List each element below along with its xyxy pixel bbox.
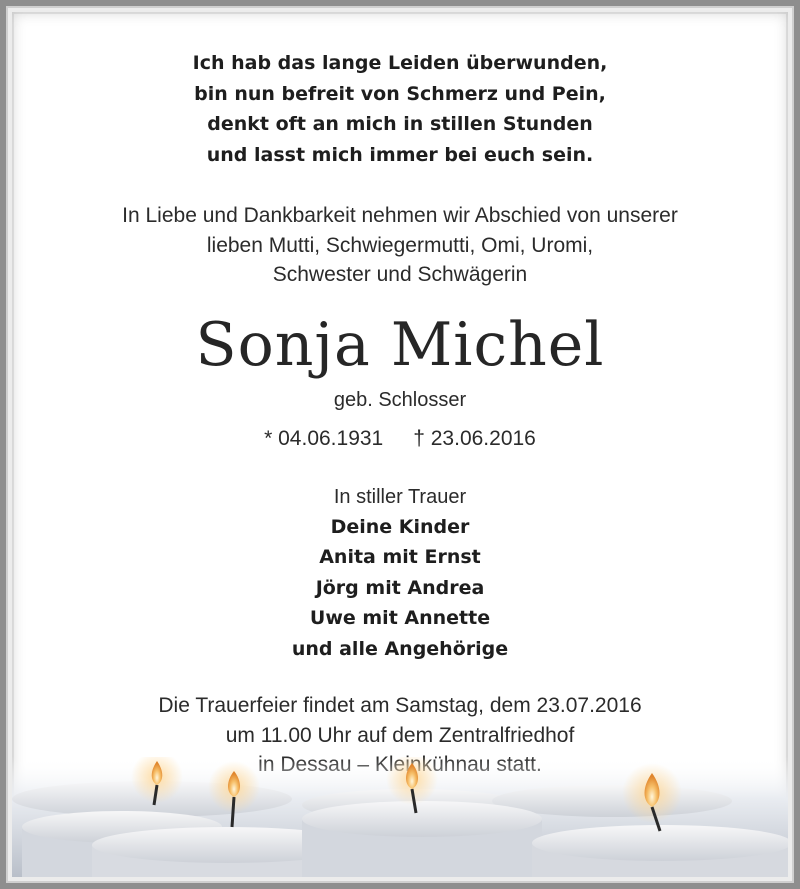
mourner-name: Uwe mit Annette: [309, 607, 491, 629]
deceased-name: Sonja Michel: [195, 309, 605, 380]
intro-line: In Liebe und Dankbarkeit nehmen wir Abschied von unserer: [122, 204, 678, 227]
service-line: um 11.00 Uhr auf dem Zentralfriedhof: [225, 723, 575, 747]
tealight-candles-icon: [12, 757, 788, 877]
candles-image: [12, 757, 788, 877]
farewell-intro: [6, 201, 794, 290]
mourner-name: Anita mit Ernst: [319, 546, 481, 568]
death-date: † 23.06.2016: [413, 426, 536, 450]
poem-line: Ich hab das lange Leiden überwunden,: [192, 52, 608, 74]
birth-name: geb. Schlosser: [333, 388, 467, 411]
mourner-name: Deine Kinder: [330, 515, 470, 538]
intro-line: lieben Mutti, Schwiegermutti, Omi, Uromi,: [206, 233, 594, 257]
mourners-list: [6, 512, 794, 665]
poem-line: und lasst mich immer bei euch sein.: [206, 143, 594, 166]
life-dates: [6, 425, 794, 453]
mourner-name: und alle Angehörige: [291, 637, 509, 660]
poem-line: bin nun befreit von Schmerz und Pein,: [194, 82, 606, 105]
memorial-poem: [6, 48, 794, 170]
obituary-content: [6, 48, 794, 780]
mourning-label: In stiller Trauer: [333, 485, 467, 508]
birth-date: * 04.06.1931: [264, 426, 384, 450]
mourner-name: Jörg mit Andrea: [315, 576, 485, 599]
intro-line: Schwester und Schwägerin: [272, 263, 528, 286]
service-line: Die Trauerfeier findet am Samstag, dem 23.07.2016: [158, 694, 642, 717]
poem-line: denkt oft an mich in stillen Stunden: [207, 113, 593, 135]
